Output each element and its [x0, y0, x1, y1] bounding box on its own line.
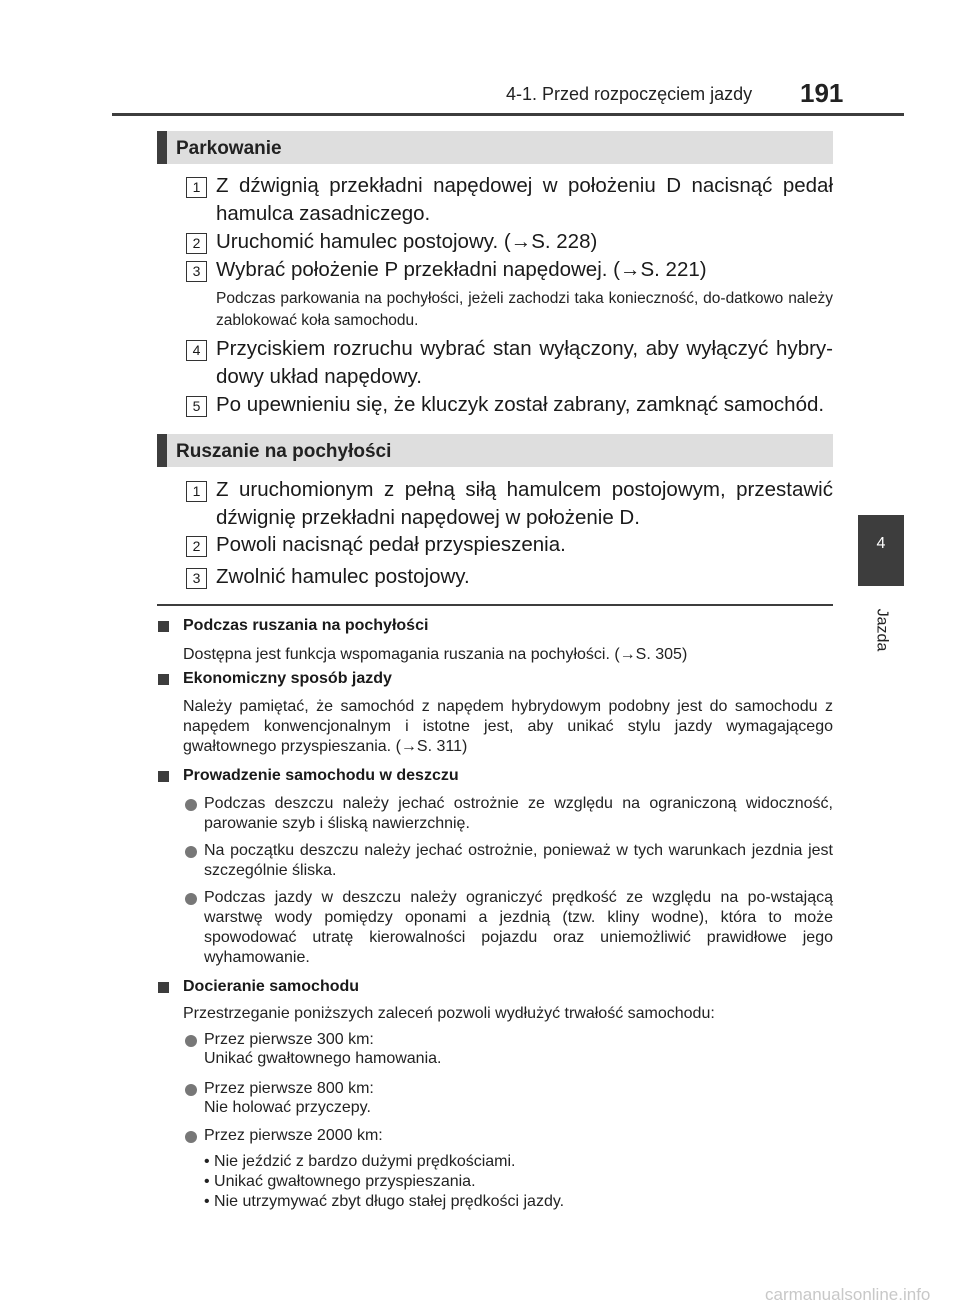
step-text: Zwolnić hamulec postojowy. — [216, 565, 470, 588]
step-text: Po upewnieniu się, że kluczyk został zabrany, zamknąć samochód. — [216, 393, 825, 416]
break-in-2000-item: • Unikać gwałtownego przyspieszania. — [204, 1173, 476, 1190]
rain-bullet-text: Podczas deszczu należy jechać ostrożnie ze względu na ograniczoną widoczność, parowanie szyb i śliską nawierzchnię. — [204, 795, 833, 832]
watermark: carmanualsonline.info — [765, 1285, 931, 1304]
step-number: 3 — [186, 568, 207, 589]
info-text-eco: Należy pamiętać, że samochód z napędem hybrydowym podobny jest do samochodu z napędem konwencjonalnym i istotne jest, aby unikać stylu jazdy wymagającego gwałtownego przyspieszania. (→S. 311) — [183, 698, 833, 755]
parking-note: Podczas parkowania na pochyłości, jeżeli zachodzi taka konieczność, do-datkowo należy zablokować koła samochodu. — [216, 290, 833, 329]
step-number: 1 — [186, 177, 207, 198]
square-bullet-icon — [158, 982, 169, 993]
step-text: Z uruchomionym z pełną siłą hamulcem postojowym, przestawić dźwignię przekładni napędowej w położenie D. — [216, 478, 833, 529]
square-bullet-icon — [158, 674, 169, 685]
step-number: 1 — [186, 481, 207, 502]
page-number: 191 — [800, 78, 844, 108]
round-bullet-icon — [185, 799, 197, 811]
break-in-2000-item: • Nie jeździć z bardzo dużymi prędkościami. — [204, 1153, 516, 1170]
chapter-label-text: Jazda — [872, 608, 890, 652]
step-text: Z dźwignią przekładni napędowej w położeniu D nacisnąć pedał hamulca zasadniczego. — [216, 174, 833, 225]
break-in-300-text: Unikać gwałtownego hamowania. — [204, 1050, 442, 1067]
step-number: 5 — [186, 396, 207, 417]
chapter-tab: 4 — [858, 515, 904, 586]
step-number: 2 — [186, 233, 207, 254]
info-text-break-in: Przestrzeganie poniższych zaleceń pozwoli wydłużyć trwałość samochodu: — [183, 1005, 715, 1022]
round-bullet-icon — [185, 893, 197, 905]
step-number: 2 — [186, 536, 207, 557]
step-number: 4 — [186, 340, 207, 361]
section-title-hill-start: Ruszanie na pochyłości — [157, 434, 833, 467]
info-title-eco: Ekonomiczny sposób jazdy — [183, 670, 392, 687]
step-text: Przyciskiem rozruchu wybrać stan wyłączony, aby wyłączyć hybry-dowy układ napędowy. — [216, 337, 833, 388]
info-title-break-in: Docieranie samochodu — [183, 978, 360, 995]
info-title-rain: Prowadzenie samochodu w deszczu — [183, 767, 459, 784]
info-divider — [157, 604, 833, 606]
round-bullet-icon — [185, 846, 197, 858]
step-text: Powoli nacisnąć pedał przyspieszenia. — [216, 533, 566, 556]
rain-bullet-text: Podczas jazdy w deszczu należy ograniczyć prędkość ze względu na po-wstającą warstwę wody pomiędzy oponami a jezdnią (tzw. kliny wodne), która to może spowodować utratę kierowalności pojazdu oraz uniemożliwić prawidłowe jego wyhamowanie. — [204, 889, 833, 966]
break-in-2000-title: Przez pierwsze 2000 km: — [204, 1127, 383, 1144]
break-in-800-text: Nie holować przyczepy. — [204, 1099, 371, 1116]
square-bullet-icon — [158, 771, 169, 782]
round-bullet-icon — [185, 1035, 197, 1047]
round-bullet-icon — [185, 1131, 197, 1143]
chapter-label — [850, 600, 912, 660]
round-bullet-icon — [185, 1084, 197, 1096]
info-text-hill-assist: Dostępna jest funkcja wspomagania ruszania na pochyłości. (→S. 305) — [183, 646, 688, 663]
square-bullet-icon — [158, 621, 169, 632]
step-text: Wybrać położenie P przekładni napędowej. (→S. 221) — [216, 258, 707, 281]
header-divider — [112, 113, 904, 116]
step-number: 3 — [186, 261, 207, 282]
info-title-hill-assist: Podczas ruszania na pochyłości — [183, 617, 429, 634]
running-header-section: 4-1. Przed rozpoczęciem jazdy — [506, 84, 753, 104]
rain-bullet-text: Na początku deszczu należy jechać ostrożnie, ponieważ w tych warunkach jezdnia jest szczególnie śliska. — [204, 842, 833, 879]
section-title-parking: Parkowanie — [157, 131, 833, 164]
break-in-300-title: Przez pierwsze 300 km: — [204, 1031, 374, 1048]
step-text: Uruchomić hamulec postojowy. (→S. 228) — [216, 230, 598, 253]
break-in-800-title: Przez pierwsze 800 km: — [204, 1080, 374, 1097]
break-in-2000-item: • Nie utrzymywać zbyt długo stałej prędkości jazdy. — [204, 1193, 565, 1210]
